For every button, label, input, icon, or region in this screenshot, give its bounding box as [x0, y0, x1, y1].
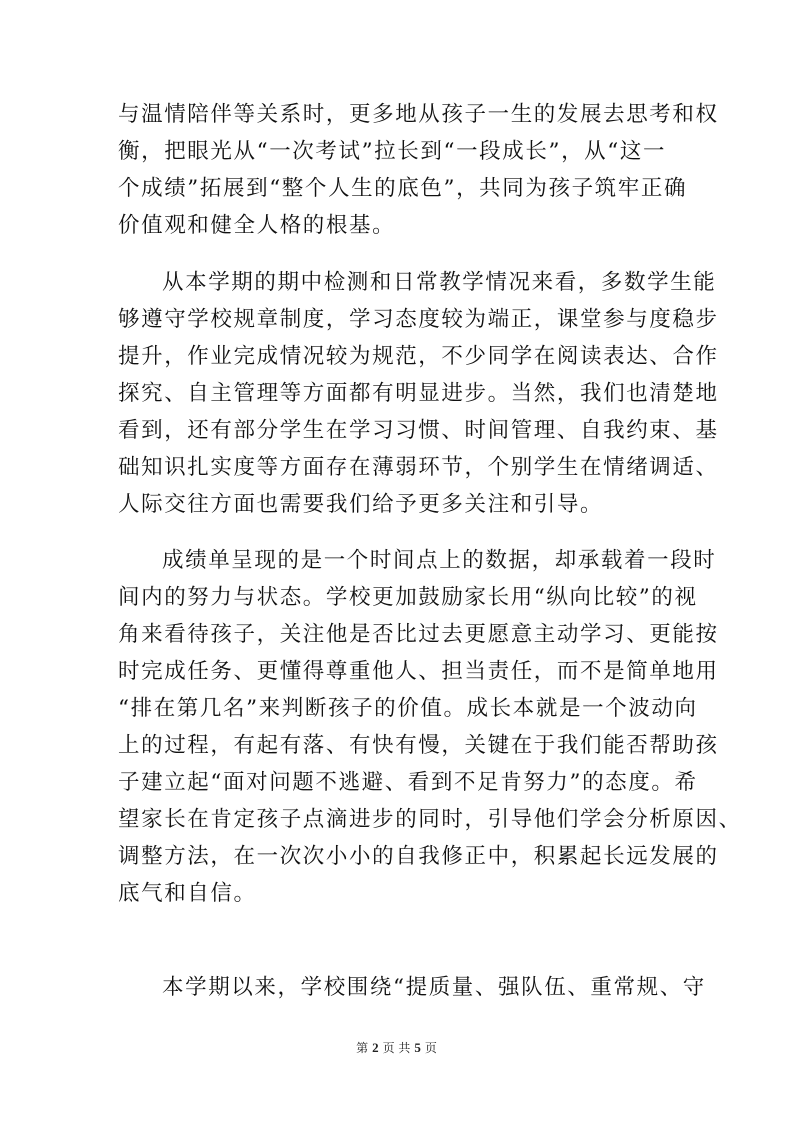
current-page-number: 2 — [372, 1040, 379, 1055]
body-line: 上的过程，有起有落、有快有慢，关键在于我们能否帮助孩 — [118, 733, 719, 758]
body-line: 时完成任务、更懂得尊重他人、担当责任，而不是简单地用 — [118, 659, 719, 684]
paragraph-first-line: 从本学期的期中检测和日常教学情况来看，多数学生能 — [162, 270, 717, 295]
body-line: 底气和自信。 — [118, 881, 257, 906]
footer-suffix: 页 — [424, 1041, 437, 1055]
footer-middle: 页 共 — [382, 1041, 411, 1055]
body-line: 提升，作业完成情况较为规范，不少同学在阅读表达、合作 — [118, 344, 719, 369]
paragraph-first-line: 本学期以来，学校围绕“提质量、强队伍、重常规、守 — [162, 975, 706, 1000]
body-line: 衡，把眼光从“一次考试”拉长到“一段成长”，从“这一 — [118, 139, 667, 164]
body-line: 探究、自主管理等方面都有明显进步。当然，我们也清楚地 — [118, 381, 719, 406]
total-page-number: 5 — [414, 1040, 421, 1055]
body-line: 够遵守学校规章制度，学习态度较为端正，课堂参与度稳步 — [118, 307, 719, 332]
body-line: 子建立起“面对问题不逃避、看到不足肯努力”的态度。希 — [118, 770, 698, 795]
body-line: 个成绩”拓展到“整个人生的底色”，共同为孩子筑牢正确 — [118, 176, 688, 201]
body-line: 望家长在肯定孩子点滴进步的同时，引导他们学会分析原因、 — [118, 807, 742, 832]
body-line: 与温情陪伴等关系时，更多地从孩子一生的发展去思考和权 — [118, 102, 719, 127]
footer-prefix: 第 — [356, 1041, 369, 1055]
body-line: “排在第几名”来判断孩子的价值。成长本就是一个波动向 — [118, 696, 698, 721]
body-line: 间内的努力与状态。学校更加鼓励家长用“纵向比较”的视 — [118, 585, 698, 610]
body-line: 调整方法，在一次次小小的自我修正中，积累起长远发展的 — [118, 844, 719, 869]
body-line: 础知识扎实度等方面存在薄弱环节，个别学生在情绪调适、 — [118, 455, 719, 480]
body-line: 价值观和健全人格的根基。 — [118, 213, 396, 238]
body-line: 人际交往方面也需要我们给予更多关注和引导。 — [118, 492, 604, 517]
paragraph-first-line: 成绩单呈现的是一个时间点上的数据，却承载着一段时 — [162, 548, 717, 573]
page-footer — [0, 1039, 793, 1057]
body-line: 角来看待孩子，关注他是否比过去更愿意主动学习、更能按 — [118, 622, 719, 647]
body-line: 看到，还有部分学生在学习习惯、时间管理、自我约束、基 — [118, 418, 719, 443]
